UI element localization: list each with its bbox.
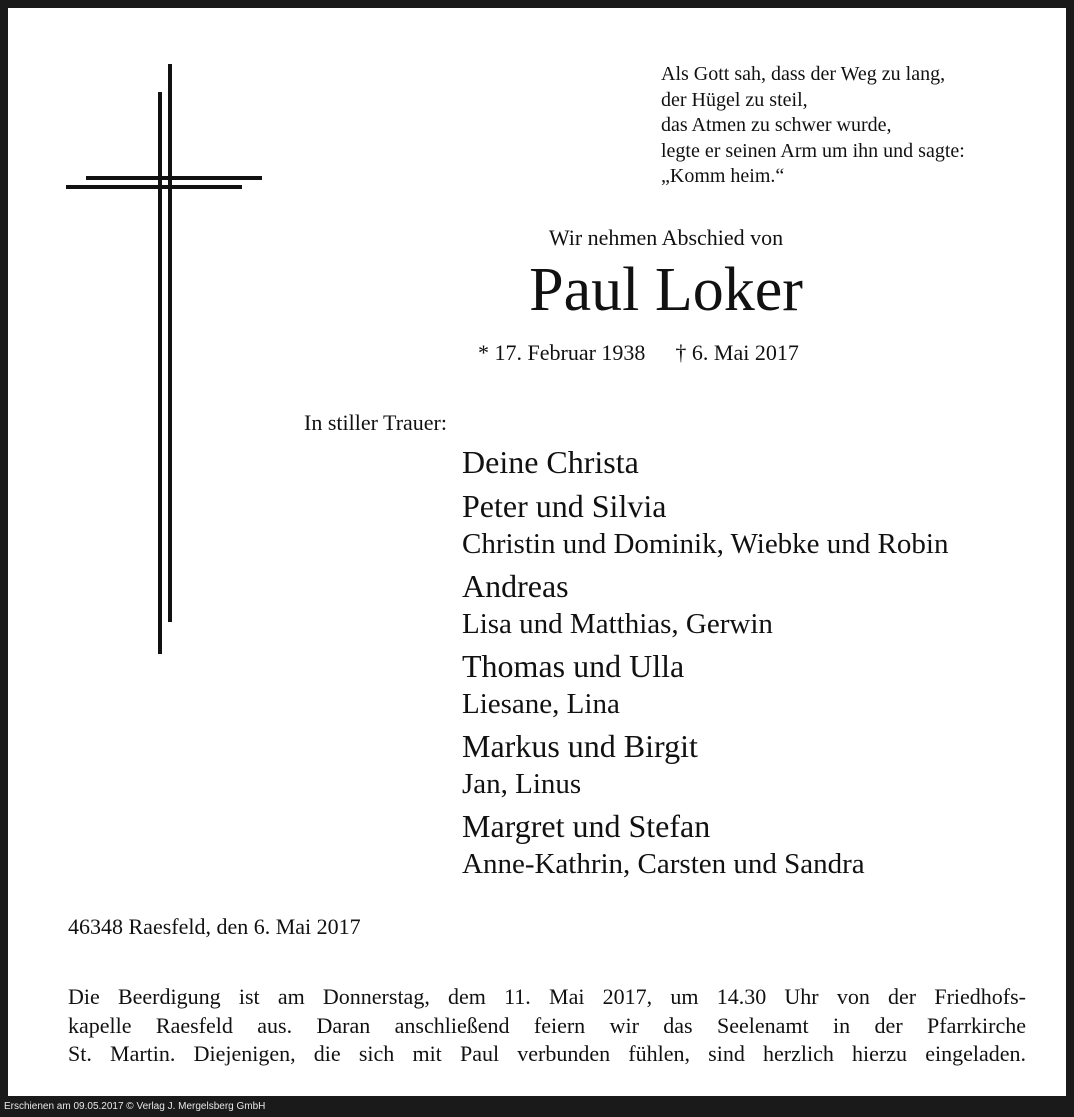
poem-line: das Atmen zu schwer wurde, [661,114,892,136]
mourner-main: Thomas und Ulla [462,648,685,684]
mourner-sub: Lisa und Matthias, Gerwin [462,608,773,640]
publication-footer: Erschienen am 09.05.2017 © Verlag J. Mergelsberg GmbH [4,1101,266,1112]
mourner-main: Deine Christa [462,444,639,480]
poem-line: Als Gott sah, dass der Weg zu lang, [661,63,946,85]
mourner-main: Markus und Birgit [462,728,698,764]
place-date: 46348 Raesfeld, den 6. Mai 2017 [68,914,361,939]
cross-icon [66,64,266,654]
mourner-sub: Christin und Dominik, Wiebke und Robin [462,528,949,560]
mourner-sub: Anne-Kathrin, Carsten und Sandra [462,848,865,880]
funeral-line: Die Beerdigung ist am Donnerstag, dem 11. Mai 2017, um 14.30 Uhr von der Friedhofs- [68,984,1026,1009]
mourner-sub: Liesane, Lina [462,688,620,720]
mourner-main: Margret und Stefan [462,808,711,844]
mourning-label: In stiller Trauer: [304,410,447,435]
poem-line: „Komm heim.“ [661,165,785,187]
mourners-list [462,442,948,882]
poem [661,62,965,190]
funeral-line: St. Martin. Diejenigen, die sich mit Paul verbunden fühlen, sind herzlich hierzu eingeladen. [68,1041,1026,1066]
life-dates [478,338,799,368]
mourner-sub: Jan, Linus [462,768,582,800]
poem-line: legte er seinen Arm um ihn und sagte: [661,139,965,162]
obituary-notice [8,8,1066,1096]
deceased-name: Paul Loker [529,256,803,324]
death-date: † 6. Mai 2017 [675,340,799,365]
mourner-main: Peter und Silvia [462,488,667,524]
funeral-line: kapelle Raesfeld aus. Daran anschließend feiern wir das Seelenamt in der Pfarrkirche [68,1012,1026,1038]
birth-date: * 17. Februar 1938 [478,340,646,365]
farewell-intro: Wir nehmen Abschied von [548,225,784,250]
mourner-main: Andreas [462,568,569,604]
poem-line: der Hügel zu steil, [661,88,808,111]
funeral-info [68,983,1026,1069]
